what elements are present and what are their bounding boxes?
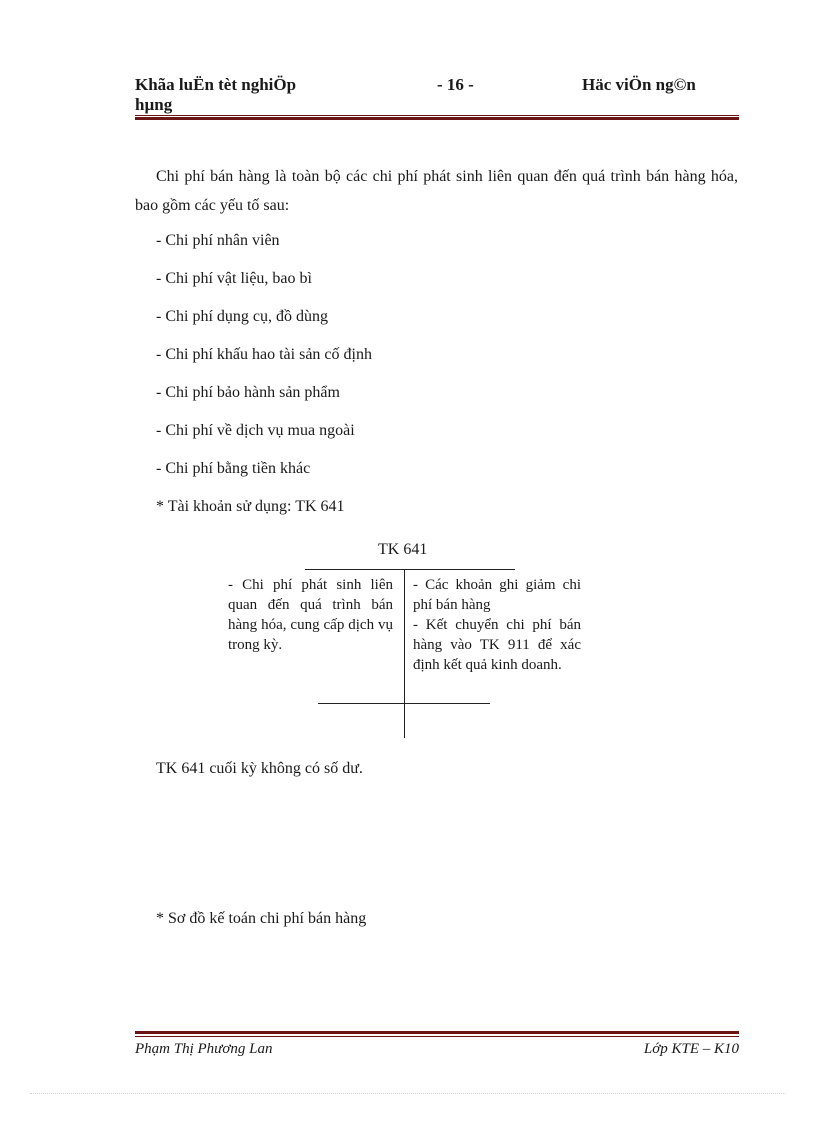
header-title-right: Häc viÖn ng©n bbox=[582, 75, 696, 94]
list-item: - Chi phí nhân viên bbox=[156, 232, 280, 249]
closing-note: TK 641 cuối kỳ không có số dư. bbox=[156, 760, 363, 777]
t-account-vertical-line bbox=[404, 570, 405, 738]
diagram-heading: * Sơ đồ kế toán chi phí bán hàng bbox=[156, 910, 367, 927]
list-item: - Chi phí khấu hao tài sản cố định bbox=[156, 346, 372, 363]
account-used-heading: * Tài khoản sử dụng: TK 641 bbox=[156, 498, 345, 515]
intro-paragraph: Chi phí bán hàng là toàn bộ các chi phí phát sinh liên quan đến quá trình bán hàng hóa, bao gồm các yếu tố sau: bbox=[135, 168, 738, 214]
t-account-top-line bbox=[305, 569, 515, 570]
t-account-credit-item: - Kết chuyển chi phí bán hàng vào TK 911 để xác định kết quả kinh doanh. bbox=[413, 617, 581, 673]
page-number: - 16 - bbox=[437, 75, 474, 94]
list-item: - Chi phí bằng tiền khác bbox=[156, 460, 311, 477]
list-item: - Chi phí vật liệu, bao bì bbox=[156, 270, 312, 287]
list-item: - Chi phí về dịch vụ mua ngoài bbox=[156, 422, 355, 439]
page-bottom-divider bbox=[30, 1093, 786, 1094]
t-account-debit-side: - Chi phí phát sinh liên quan đến quá trình bán hàng hóa, cung cấp dịch vụ trong kỳ. bbox=[228, 577, 393, 653]
t-account-credit-item: - Các khoản ghi giảm chi phí bán hàng bbox=[413, 577, 581, 613]
t-account-title: TK 641 bbox=[378, 541, 428, 558]
t-account-bottom-line bbox=[318, 703, 490, 704]
header-rule-thin bbox=[135, 115, 739, 116]
footer-class: Lớp KTE – K10 bbox=[643, 1041, 739, 1057]
footer-rule-thick bbox=[135, 1031, 739, 1034]
header-rule-thick bbox=[135, 117, 739, 120]
header-title-left: Khãa luËn tèt nghiÖp hµng bbox=[135, 75, 297, 114]
list-item: - Chi phí bảo hành sản phẩm bbox=[156, 384, 340, 401]
t-account-credit-side bbox=[413, 575, 581, 675]
footer-rule-thin bbox=[135, 1036, 739, 1037]
list-item: - Chi phí dụng cụ, đồ dùng bbox=[156, 308, 328, 325]
footer-author: Phạm Thị Phương Lan bbox=[135, 1041, 273, 1057]
